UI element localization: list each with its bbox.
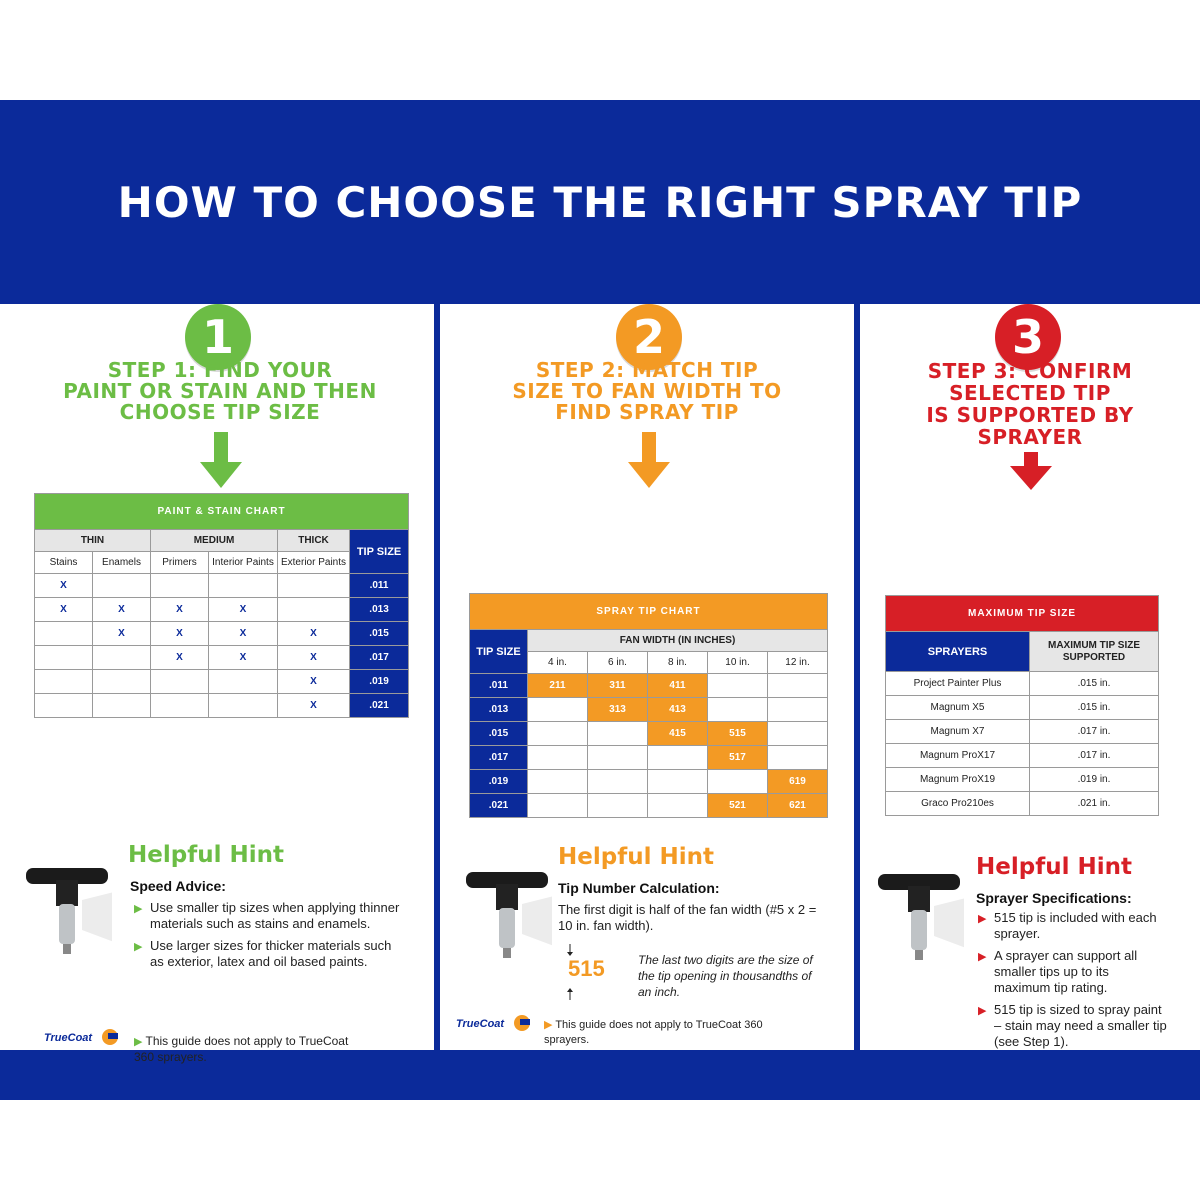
- empty-cell: [278, 598, 350, 622]
- max-tip-heading: MAXIMUM TIP SIZE: [886, 596, 1159, 632]
- table-row: [886, 792, 1159, 816]
- bullet-arrow-icon: ▶: [978, 913, 987, 925]
- step-1-title: [20, 360, 420, 423]
- max-tip-value: .021 in.: [1030, 792, 1159, 816]
- step-3-title-line: SPRAYER: [977, 425, 1083, 449]
- hint-bullet: [978, 948, 1168, 996]
- tip-example-number: 515: [568, 956, 605, 981]
- table-row: [886, 696, 1159, 720]
- spray-tip-icon: [22, 860, 112, 960]
- tip-size-cell: .011: [350, 574, 409, 598]
- tip-size-cell: .015: [470, 722, 528, 746]
- step-1-badge: 1: [185, 304, 251, 370]
- spray-tip-number: 313: [588, 698, 648, 722]
- max-tip-value: .017 in.: [1030, 744, 1159, 768]
- spray-chart-heading: SPRAY TIP CHART: [470, 594, 828, 630]
- table-row: [886, 744, 1159, 768]
- step-1-title-line: STEP 1: FIND YOUR: [107, 358, 333, 382]
- empty-cell: [768, 722, 828, 746]
- empty-cell: [708, 698, 768, 722]
- column-header: Primers: [151, 552, 209, 574]
- down-arrow-icon: [626, 432, 672, 490]
- empty-cell: [151, 670, 209, 694]
- hint-bullets: [978, 910, 1168, 1056]
- sprayer-name: Project Painter Plus: [886, 672, 1030, 696]
- bullet-text: 515 tip is sized to spray paint – stain may need a smaller tip (see Step 1).: [994, 1002, 1167, 1049]
- empty-cell: [35, 622, 93, 646]
- x-mark: X: [278, 694, 350, 718]
- hint-title: Helpful Hint: [128, 842, 284, 868]
- table-row: [470, 674, 828, 698]
- spray-tip-number: 413: [648, 698, 708, 722]
- empty-cell: [93, 574, 151, 598]
- table-row: [470, 698, 828, 722]
- x-mark: X: [93, 622, 151, 646]
- empty-cell: [768, 674, 828, 698]
- down-arrow-icon: [198, 432, 244, 490]
- x-mark: X: [209, 646, 278, 670]
- table-row: [35, 694, 409, 718]
- empty-cell: [93, 670, 151, 694]
- step-3-title-line: STEP 3: CONFIRM: [927, 359, 1133, 383]
- tip-size-cell: .017: [350, 646, 409, 670]
- empty-cell: [35, 694, 93, 718]
- empty-cell: [528, 770, 588, 794]
- table-row: [470, 770, 828, 794]
- column-header: 6 in.: [588, 652, 648, 674]
- tip-size-cell: .013: [350, 598, 409, 622]
- empty-cell: [151, 574, 209, 598]
- step-3-panel: [860, 304, 1200, 1050]
- sprayer-logo-icon: [100, 1028, 122, 1046]
- empty-cell: [35, 670, 93, 694]
- x-mark: X: [209, 622, 278, 646]
- empty-cell: [209, 670, 278, 694]
- column-header: 8 in.: [648, 652, 708, 674]
- sprayer-name: Magnum ProX17: [886, 744, 1030, 768]
- empty-cell: [588, 770, 648, 794]
- x-mark: X: [93, 598, 151, 622]
- empty-cell: [648, 794, 708, 818]
- spray-tip-icon: [462, 864, 552, 964]
- tip-size-cell: .021: [350, 694, 409, 718]
- bullet-arrow-icon: ▶: [134, 1036, 146, 1048]
- x-mark: X: [151, 646, 209, 670]
- truecoat-logo: TrueCoat: [44, 1032, 93, 1044]
- hint-subtitle: Speed Advice:: [130, 878, 226, 894]
- step-3-title: [870, 360, 1190, 448]
- table-row: [886, 768, 1159, 792]
- spray-tip-chart: [469, 593, 828, 818]
- hint-bullet: [978, 910, 1168, 942]
- bullet-arrow-icon: ▶: [978, 951, 987, 963]
- bullet-arrow-icon: ▶: [978, 1005, 987, 1017]
- empty-cell: [93, 646, 151, 670]
- x-mark: X: [278, 622, 350, 646]
- empty-cell: [648, 746, 708, 770]
- max-tip-size-chart: [885, 595, 1159, 816]
- bullet-text: Use larger sizes for thicker materials such as exterior, latex and oil based paints.: [150, 938, 392, 969]
- table-row: [470, 794, 828, 818]
- bullet-text: Use smaller tip sizes when applying thinner materials such as stains and enamels.: [150, 900, 400, 931]
- tip-size-cell: .015: [350, 622, 409, 646]
- measure-arrow-icon: [566, 944, 574, 1002]
- spray-tip-icon: [874, 866, 964, 966]
- max-tip-value: .015 in.: [1030, 672, 1159, 696]
- spray-tip-number: 311: [588, 674, 648, 698]
- table-row: [35, 646, 409, 670]
- table-row: [470, 722, 828, 746]
- bullet-text: 515 tip is included with each sprayer.: [994, 910, 1157, 941]
- step-3-title-line: SELECTED TIP: [949, 381, 1111, 405]
- step-2-title-line: STEP 2: MATCH TIP: [535, 358, 759, 382]
- spray-tip-number: 515: [708, 722, 768, 746]
- page-title: HOW TO CHOOSE THE RIGHT SPRAY TIP: [117, 177, 1083, 227]
- bullet-text: A sprayer can support all smaller tips up to its maximum tip rating.: [994, 948, 1138, 995]
- sprayer-name: Magnum ProX19: [886, 768, 1030, 792]
- column-header: 10 in.: [708, 652, 768, 674]
- sprayers-header: SPRAYERS: [886, 632, 1030, 672]
- column-header: Interior Paints: [209, 552, 278, 574]
- tip-size-cell: .019: [470, 770, 528, 794]
- step-2-title-line: FIND SPRAY TIP: [555, 400, 739, 424]
- fan-width-header: FAN WIDTH (IN INCHES): [528, 630, 828, 652]
- table-row: [886, 672, 1159, 696]
- bullet-arrow-icon: ▶: [134, 941, 143, 953]
- step-1-title-line: PAINT OR STAIN AND THEN: [63, 379, 377, 403]
- group-medium: MEDIUM: [151, 530, 278, 552]
- column-header: 12 in.: [768, 652, 828, 674]
- tip-size-cell: .019: [350, 670, 409, 694]
- sprayer-name: Magnum X5: [886, 696, 1030, 720]
- spray-tip-number: 211: [528, 674, 588, 698]
- empty-cell: [209, 574, 278, 598]
- paint-chart-heading: PAINT & STAIN CHART: [35, 494, 409, 530]
- empty-cell: [588, 722, 648, 746]
- empty-cell: [588, 746, 648, 770]
- footnote-text: This guide does not apply to TrueCoat 360 sprayers.: [134, 1034, 349, 1064]
- hint-bullet: [134, 938, 404, 970]
- empty-cell: [708, 770, 768, 794]
- tip-size-cell: .017: [470, 746, 528, 770]
- spray-tip-number: 411: [648, 674, 708, 698]
- tip-size-cell: .013: [470, 698, 528, 722]
- group-thick: THICK: [278, 530, 350, 552]
- tip-size-cell: .011: [470, 674, 528, 698]
- empty-cell: [648, 770, 708, 794]
- hint-title: Helpful Hint: [976, 854, 1132, 880]
- step-1-title-line: CHOOSE TIP SIZE: [119, 400, 321, 424]
- hint-bullet: [978, 1002, 1168, 1050]
- bullet-arrow-icon: ▶: [544, 1019, 556, 1031]
- sprayer-logo-icon: [512, 1014, 534, 1032]
- hint-subtitle: Sprayer Specifications:: [976, 890, 1132, 906]
- empty-cell: [708, 674, 768, 698]
- hint-bullets: [134, 900, 404, 976]
- footnote: [544, 1018, 764, 1048]
- empty-cell: [768, 698, 828, 722]
- max-tip-header: MAXIMUM TIP SIZE SUPPORTED: [1030, 632, 1159, 672]
- tip-size-cell: .021: [470, 794, 528, 818]
- empty-cell: [209, 694, 278, 718]
- x-mark: X: [209, 598, 278, 622]
- x-mark: X: [278, 670, 350, 694]
- tip-size-header: TIP SIZE: [470, 630, 528, 674]
- table-row: [35, 574, 409, 598]
- spray-tip-number: 517: [708, 746, 768, 770]
- x-mark: X: [35, 598, 93, 622]
- bullet-arrow-icon: ▶: [134, 903, 143, 915]
- empty-cell: [588, 794, 648, 818]
- table-row: [35, 670, 409, 694]
- empty-cell: [93, 694, 151, 718]
- table-row: [35, 598, 409, 622]
- x-mark: X: [35, 574, 93, 598]
- empty-cell: [278, 574, 350, 598]
- step-2-title-line: SIZE TO FAN WIDTH TO: [512, 379, 782, 403]
- hint-title: Helpful Hint: [558, 844, 714, 870]
- hint-note: The last two digits are the size of the tip opening in thousandths of an inch.: [638, 953, 813, 999]
- empty-cell: [768, 746, 828, 770]
- table-row: [35, 622, 409, 646]
- step-2-badge: 2: [616, 304, 682, 370]
- empty-cell: [151, 694, 209, 718]
- tip-size-header: TIP SIZE: [350, 530, 409, 574]
- max-tip-value: .015 in.: [1030, 696, 1159, 720]
- column-header: 4 in.: [528, 652, 588, 674]
- step-1-panel: [0, 304, 434, 1064]
- spray-tip-number: 521: [708, 794, 768, 818]
- empty-cell: [528, 794, 588, 818]
- footnote-text: This guide does not apply to TrueCoat 360 sprayers.: [544, 1019, 763, 1046]
- hint-body: The first digit is half of the fan width (#5 x 2 = 10 in. fan width).: [558, 902, 817, 933]
- empty-cell: [528, 722, 588, 746]
- down-arrow-icon: [1008, 452, 1054, 492]
- poster: [0, 100, 1200, 1100]
- step-2-title: [450, 360, 844, 423]
- footnote: [134, 1034, 364, 1065]
- table-row: [886, 720, 1159, 744]
- paint-stain-chart: [34, 493, 409, 718]
- x-mark: X: [278, 646, 350, 670]
- spray-tip-number: 621: [768, 794, 828, 818]
- step-3-title-line: IS SUPPORTED BY: [926, 403, 1134, 427]
- max-tip-value: .019 in.: [1030, 768, 1159, 792]
- empty-cell: [528, 746, 588, 770]
- column-header: Exterior Paints: [278, 552, 350, 574]
- empty-cell: [35, 646, 93, 670]
- x-mark: X: [151, 622, 209, 646]
- empty-cell: [528, 698, 588, 722]
- group-thin: THIN: [35, 530, 151, 552]
- table-row: [470, 746, 828, 770]
- hint-bullet: [134, 900, 404, 932]
- spray-tip-number: 619: [768, 770, 828, 794]
- x-mark: X: [151, 598, 209, 622]
- step-3-badge: 3: [995, 304, 1061, 370]
- sprayer-name: Magnum X7: [886, 720, 1030, 744]
- column-header: Stains: [35, 552, 93, 574]
- max-tip-value: .017 in.: [1030, 720, 1159, 744]
- spray-tip-number: 415: [648, 722, 708, 746]
- step-2-panel: [440, 304, 854, 1050]
- hint-subtitle: Tip Number Calculation:: [558, 880, 720, 896]
- column-header: Enamels: [93, 552, 151, 574]
- truecoat-logo: TrueCoat: [456, 1018, 505, 1030]
- sprayer-name: Graco Pro210es: [886, 792, 1030, 816]
